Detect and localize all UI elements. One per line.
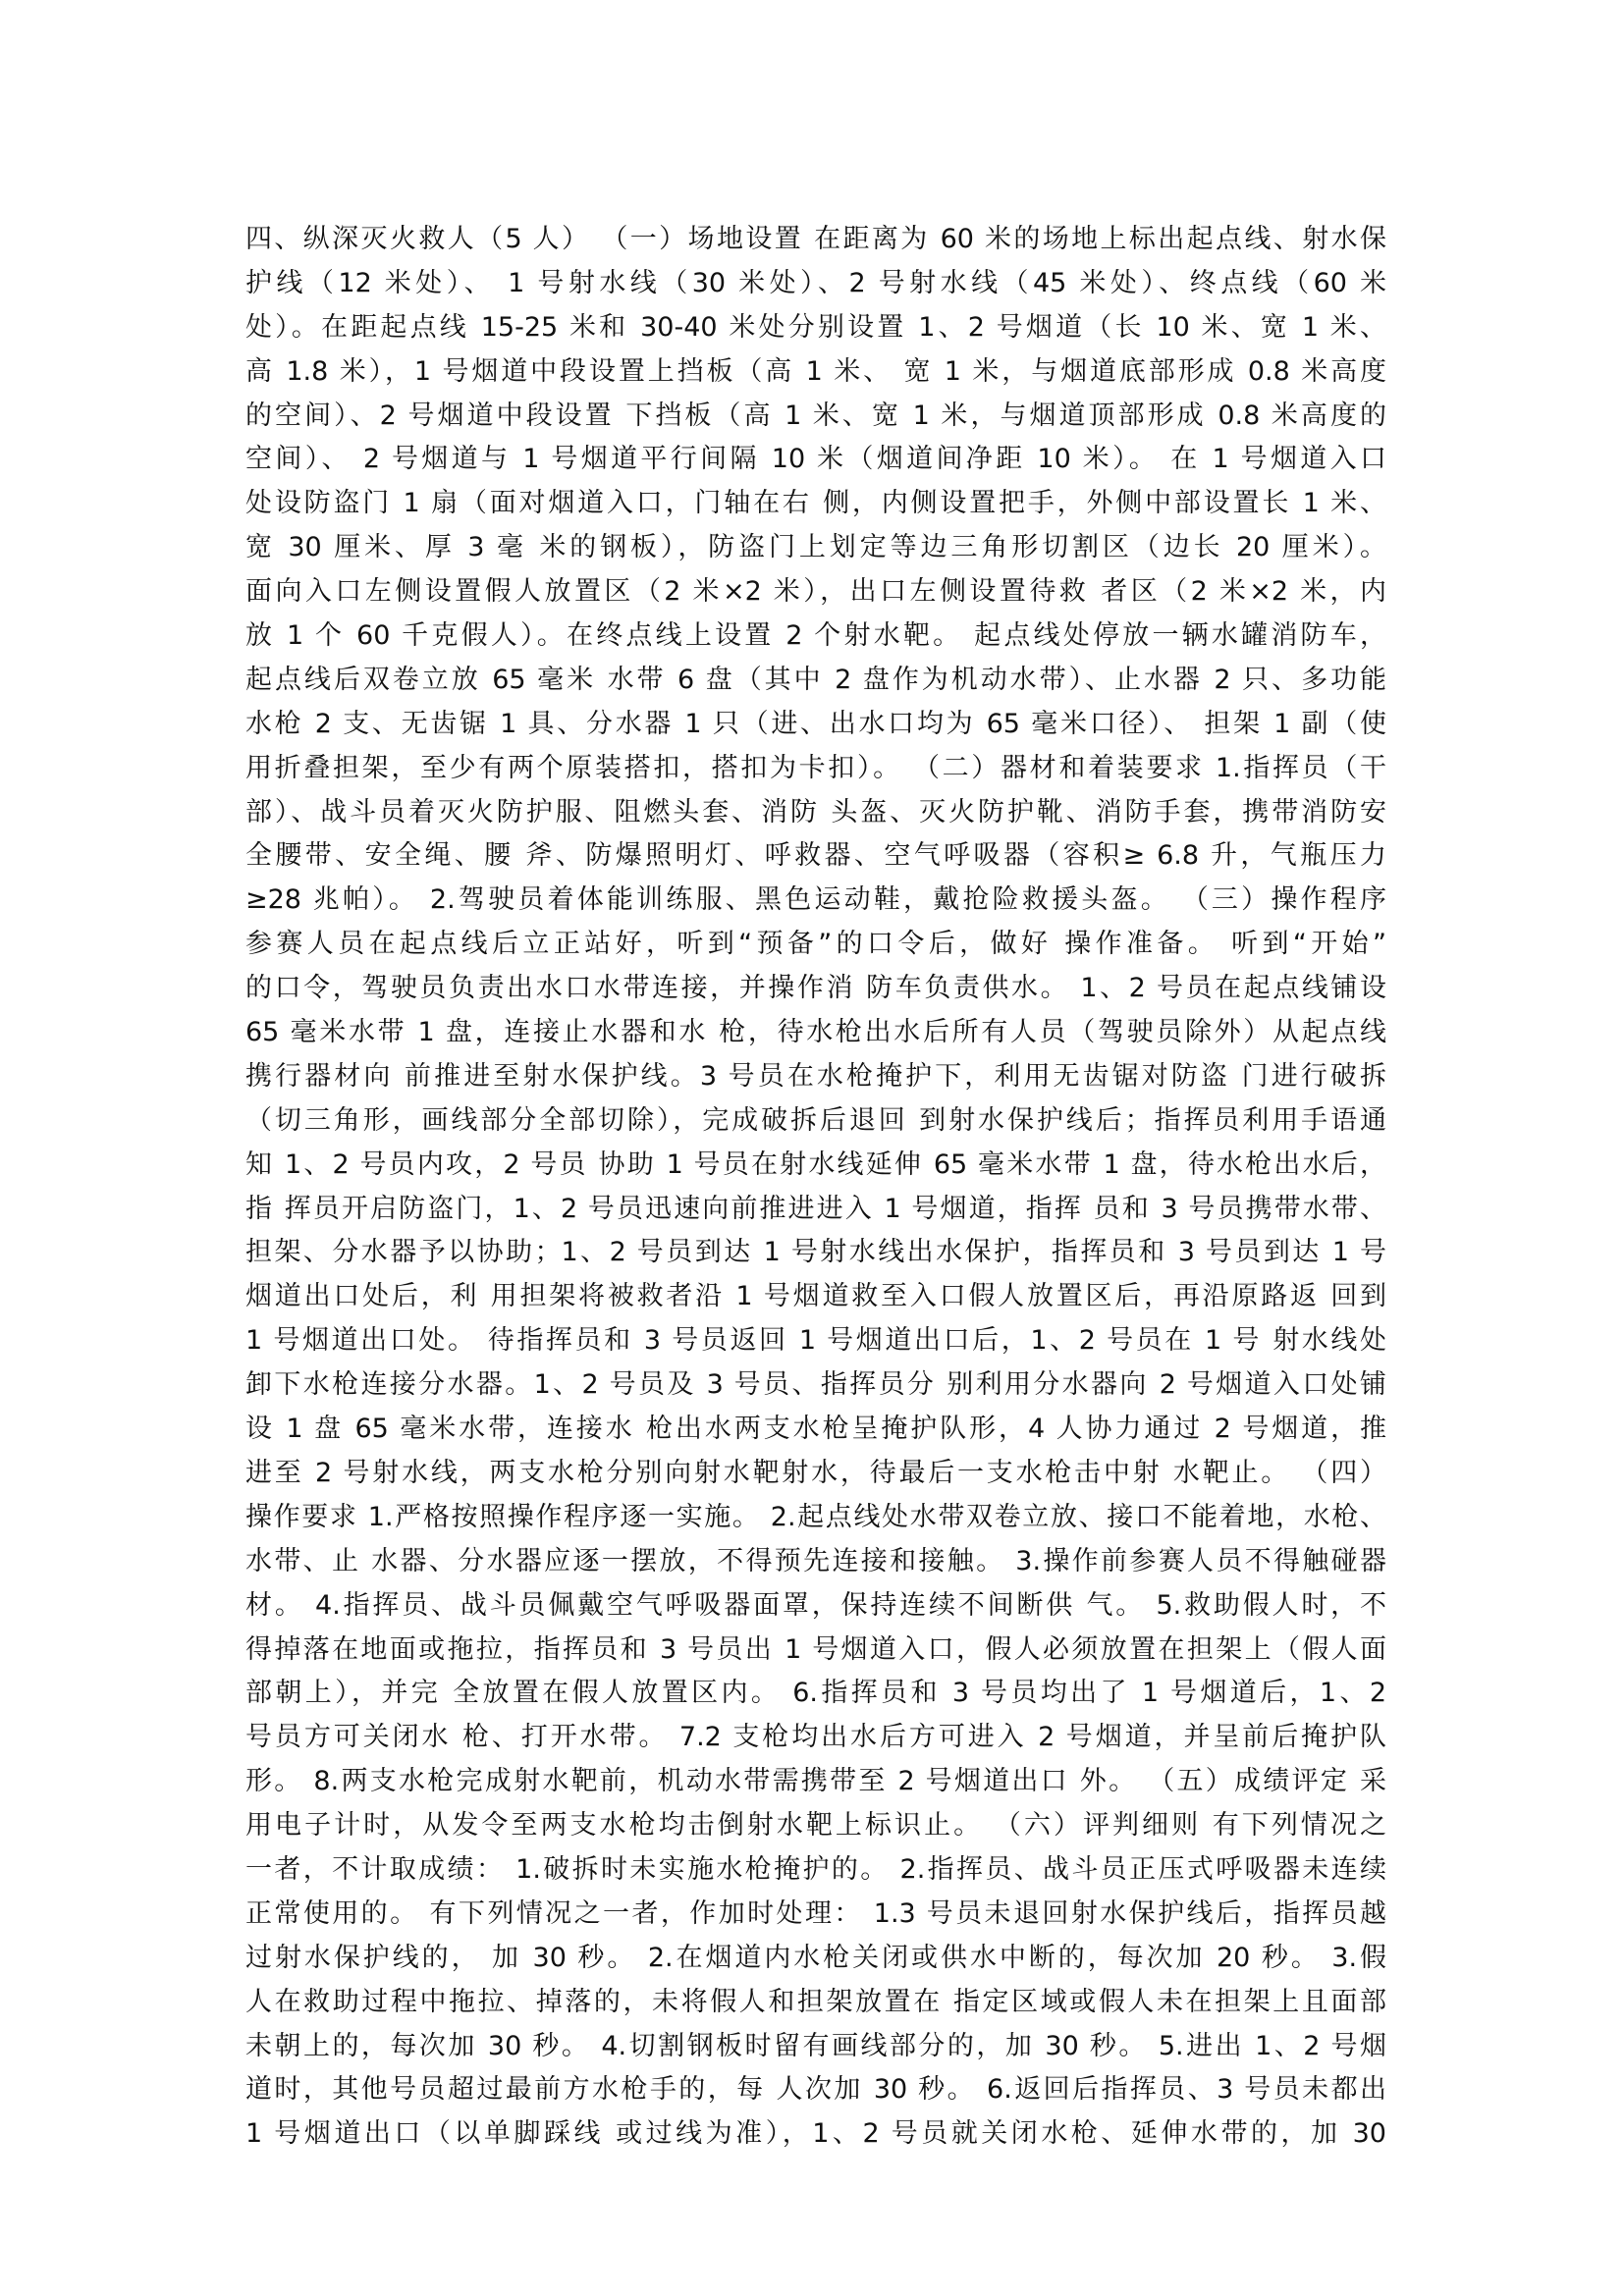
text-line: 水带、止 水器、分水器应逐一摆放，不得预先连接和接触。 3.操作前参赛人员不得触碰器 xyxy=(245,1545,1386,1576)
text-line: （切三角形，画线部分全部切除），完成破拆后退回 到射水保护线后；指挥员利用手语通 xyxy=(245,1104,1386,1136)
text-line: 的口令，驾驶员负责出水口水带连接，并操作消 防车负责供水。 1、2 号员在起点线铺设 xyxy=(245,973,1386,1004)
text-line: 用折叠担架，至少有两个原装搭扣，搭扣为卡扣）。 （二）器材和着装要求 1.指挥员（干 xyxy=(245,752,1386,783)
text-line: 携行器材向 前推进至射水保护线。3 号员在水枪掩护下，利用无齿锯对防盗 门进行破拆 xyxy=(245,1060,1386,1092)
text-line: 面向入口左侧设置假人放置区（2 米×2 米），出口左侧设置待救 者区（2 米×2 米，内 xyxy=(245,576,1386,608)
text-line: 材。 4.指挥员、战斗员佩戴空气呼吸器面罩，保持连续不间断供 气。 5.救助假人时，不 xyxy=(245,1589,1386,1621)
text-line: 部朝上），并完 全放置在假人放置区内。 6.指挥员和 3 号员均出了 1 号烟道后，1、2 xyxy=(245,1678,1386,1709)
text-line: 用电子计时，从发令至两支水枪均击倒射水靶上标识止。 （六）评判细则 有下列情况之 xyxy=(245,1810,1386,1842)
text-line: 护线（12 米处）、 1 号射水线（30 米处）、2 号射水线（45 米处）、终点线（60 米 xyxy=(245,267,1386,298)
text-line: 1 号烟道出口处。 待指挥员和 3 号员返回 1 号烟道出口后，1、2 号员在 1 号 射水线处 xyxy=(245,1325,1386,1357)
text-line: 形。 8.两支水枪完成射水靶前，机动水带需携带至 2 号烟道出口 外。 （五）成绩评定 采 xyxy=(245,1766,1386,1797)
text-line: 担架、分水器予以协助；1、2 号员到达 1 号射水线出水保护，指挥员和 3 号员到达 1 号 xyxy=(245,1237,1386,1268)
text-line: 过射水保护线的， 加 30 秒。 2.在烟道内水枪关闭或供水中断的，每次加 20 秒。 3.假 xyxy=(245,1942,1386,1973)
text-line: 指 挥员开启防盗门，1、2 号员迅速向前推进进入 1 号烟道，指挥 员和 3 号员携带水带、 xyxy=(245,1193,1386,1224)
text-line: 得掉落在地面或拖拉，指挥员和 3 号员出 1 号烟道入口，假人必须放置在担架上（假人面 xyxy=(245,1633,1386,1665)
text-line: 处）。在距起点线 15-25 米和 30-40 米处分别设置 1、2 号烟道（长 10 米、宽 1 米、 xyxy=(245,311,1386,343)
text-line: 部）、战斗员着灭火防护服、阻燃头套、消防 头盔、灭火防护靴、消防手套，携带消防安 xyxy=(245,796,1386,828)
text-line: 高 1.8 米），1 号烟道中段设置上挡板（高 1 米、 宽 1 米，与烟道底部形成 0.8 米高度 xyxy=(245,355,1386,387)
text-line: 参赛人员在起点线后立正站好，听到“预备”的口令后，做好 操作准备。 听到“开始” xyxy=(245,929,1386,960)
text-line: 水枪 2 支、无齿锯 1 具、分水器 1 只（进、出水口均为 65 毫米口径）、 担架 1 副（使 xyxy=(245,708,1386,739)
text-line: 道时，其他号员超过最前方水枪手的，每 人次加 30 秒。 6.返回后指挥员、3 号员未都出 xyxy=(245,2074,1386,2106)
text-line: 人在救助过程中拖拉、掉落的，未将假人和担架放置在 指定区域或假人未在担架上且面部 xyxy=(245,1986,1386,2017)
text-line: 烟道出口处后，利 用担架将被救者沿 1 号烟道救至入口假人放置区后，再沿原路返 回到 xyxy=(245,1281,1386,1312)
text-line: 进至 2 号射水线，两支水枪分别向射水靶射水，待最后一支水枪击中射 水靶止。 （四） xyxy=(245,1457,1386,1488)
text-line: 四、纵深灭火救人（5 人） （一）场地设置 在距离为 60 米的场地上标出起点线、射水保 xyxy=(245,224,1386,254)
text-line: 一者，不计取成绩： 1.破拆时未实施水枪掩护的。 2.指挥员、战斗员正压式呼吸器未连续 xyxy=(245,1853,1386,1885)
text-line: 1 号烟道出口（以单脚踩线 或过线为准），1、2 号员就关闭水枪、延伸水带的，加 30 xyxy=(245,2118,1386,2150)
text-line: 全腰带、安全绳、腰 斧、防爆照明灯、呼救器、空气呼吸器（容积≥ 6.8 升，气瓶压力 xyxy=(245,840,1386,872)
text-line: 处设防盗门 1 扇（面对烟道入口，门轴在右 侧，内侧设置把手，外侧中部设置长 1 米、 xyxy=(245,488,1386,519)
text-line: 的空间）、2 号烟道中段设置 下挡板（高 1 米、宽 1 米，与烟道顶部形成 0.8 米高度的 xyxy=(245,400,1386,431)
text-line: 空间）、 2 号烟道与 1 号烟道平行间隔 10 米（烟道间净距 10 米）。 在 1 号烟道入口 xyxy=(245,444,1386,475)
text-line: 号员方可关闭水 枪、打开水带。 7.2 支枪均出水后方可进入 2 号烟道，并呈前后掩护队 xyxy=(245,1722,1386,1753)
text-line: 知 1、2 号员内攻，2 号员 协助 1 号员在射水线延伸 65 毫米水带 1 盘，待水枪出水后， xyxy=(245,1148,1386,1180)
text-line: 起点线后双卷立放 65 毫米 水带 6 盘（其中 2 盘作为机动水带）、止水器 2 只、多功能 xyxy=(245,664,1386,695)
text-line: 65 毫米水带 1 盘，连接止水器和水 枪，待水枪出水后所有人员（驾驶员除外）从起点线 xyxy=(245,1017,1386,1048)
text-line: 未朝上的，每次加 30 秒。 4.切割钢板时留有画线部分的，加 30 秒。 5.进出 1、2 号烟 xyxy=(245,2030,1386,2061)
text-line: 正常使用的。 有下列情况之一者，作加时处理： 1.3 号员未退回射水保护线后，指挥员越 xyxy=(245,1897,1386,1929)
text-line: 设 1 盘 65 毫米水带，连接水 枪出水两支水枪呈掩护队形，4 人协力通过 2 号烟道，推 xyxy=(245,1414,1386,1445)
document-body xyxy=(245,218,1386,2157)
text-line: 卸下水枪连接分水器。1、2 号员及 3 号员、指挥员分 别利用分水器向 2 号烟道入口处铺 xyxy=(245,1369,1386,1401)
text-line: ≥28 兆帕）。 2.驾驶员着体能训练服、黑色运动鞋，戴抢险救援头盔。 （三）操作程序 xyxy=(245,884,1386,916)
text-line: 放 1 个 60 千克假人）。在终点线上设置 2 个射水靶。 起点线处停放一辆水罐消防车， xyxy=(245,620,1386,652)
text-line: 操作要求 1.严格按照操作程序逐一实施。 2.起点线处水带双卷立放、接口不能着地，水枪、 xyxy=(245,1501,1386,1532)
text-line: 宽 30 厘米、厚 3 毫 米的钢板），防盗门上划定等边三角形切割区（边长 20 厘米）。 xyxy=(245,532,1386,563)
